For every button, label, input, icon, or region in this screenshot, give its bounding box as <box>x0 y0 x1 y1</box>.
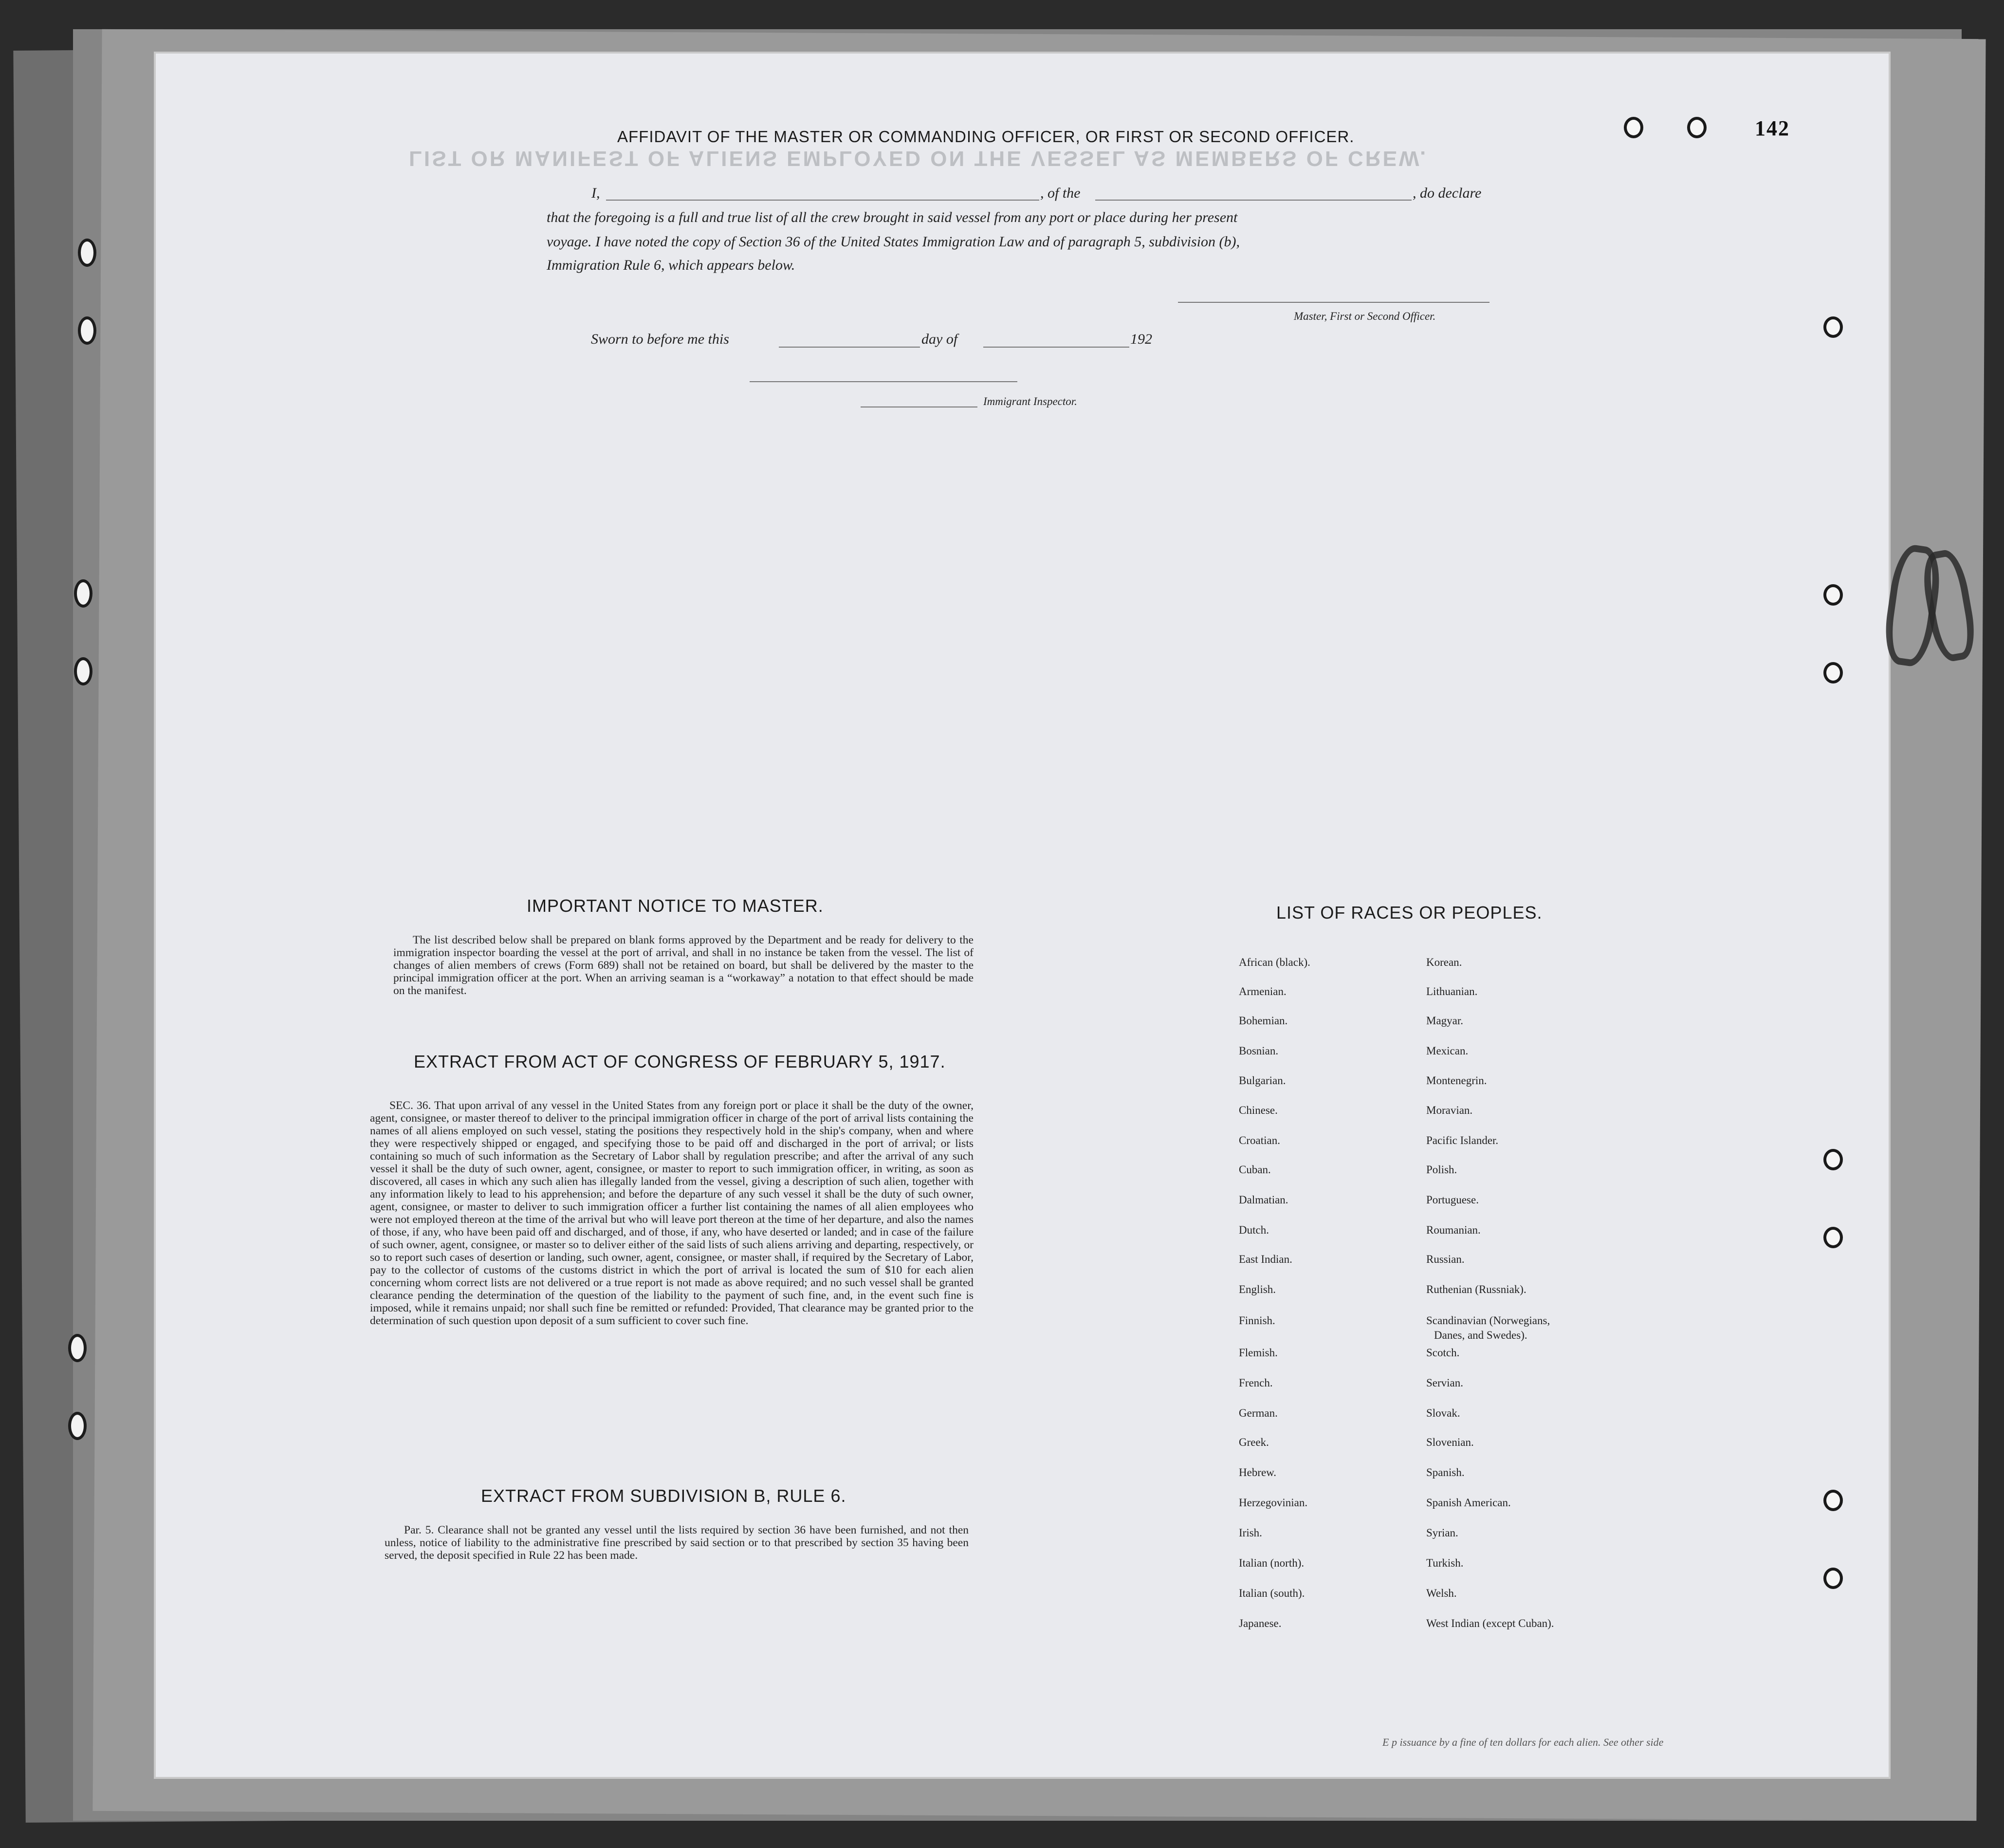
binder-hole-icon <box>1823 662 1843 684</box>
race-item: French. <box>1239 1377 1273 1389</box>
race-item: Croatian. <box>1239 1134 1280 1146</box>
race-item: Welsh. <box>1426 1587 1457 1599</box>
race-item: Turkish. <box>1426 1557 1464 1569</box>
race-item: Flemish. <box>1239 1347 1278 1359</box>
vessel-name-blank[interactable] <box>1095 200 1412 201</box>
binder-hole-icon <box>1823 316 1843 338</box>
race-item: Montenegrin. <box>1426 1074 1487 1087</box>
master-signature-blank[interactable] <box>1178 302 1489 303</box>
race-item: English. <box>1239 1283 1276 1295</box>
binder-hole-icon <box>1823 584 1843 606</box>
binder-hole-icon <box>74 579 92 608</box>
binder-hole-icon <box>1823 1568 1843 1589</box>
extract-rule-title: EXTRACT FROM SUBDIVISION B, RULE 6. <box>481 1486 846 1506</box>
race-item: Cuban. <box>1239 1164 1271 1176</box>
race-item: Mexican. <box>1426 1045 1469 1057</box>
race-item: Scotch. <box>1426 1347 1460 1359</box>
sheet-number: 142 <box>1755 116 1790 140</box>
race-item: Pacific Islander. <box>1426 1134 1499 1146</box>
race-item: Ruthenian (Russniak). <box>1426 1283 1526 1295</box>
race-item: Roumanian. <box>1426 1224 1481 1236</box>
race-item-continuation: Danes, and Swedes). <box>1434 1329 1527 1341</box>
sworn-day-of: day of <box>921 331 958 347</box>
race-item: German. <box>1239 1407 1278 1419</box>
race-item: Greek. <box>1239 1436 1269 1448</box>
race-item: Irish. <box>1239 1527 1262 1539</box>
race-item: West Indian (except Cuban). <box>1426 1617 1554 1629</box>
race-item: Slovak. <box>1426 1407 1460 1419</box>
binder-hole-icon <box>68 1334 87 1362</box>
bleed-through-title: LIST OR MANIFEST OF ALIENS EMPLOYED ON THE VESSEL AS MEMBERS OF CREW. <box>409 147 1428 170</box>
race-item: Polish. <box>1426 1164 1457 1176</box>
extract-act-title: EXTRACT FROM ACT OF CONGRESS OF FEBRUARY 5, 1917. <box>414 1052 946 1072</box>
affidavit-declare: , do declare <box>1413 185 1482 201</box>
race-item: Magyar. <box>1426 1015 1464 1027</box>
race-item: Lithuanian. <box>1426 985 1478 998</box>
affidavit-i: I, <box>591 185 600 201</box>
race-item: Spanish. <box>1426 1466 1465 1478</box>
master-caption: Master, First or Second Officer. <box>1294 310 1436 322</box>
race-item: Chinese. <box>1239 1104 1278 1116</box>
manifest-sheet <box>156 54 1889 1777</box>
notice-title: IMPORTANT NOTICE TO MASTER. <box>527 896 824 916</box>
race-item: Herzegovinian. <box>1239 1497 1308 1509</box>
race-item: Spanish American. <box>1426 1497 1511 1509</box>
races-title: LIST OF RACES OR PEOPLES. <box>1276 903 1543 923</box>
inspector-signature-blank[interactable] <box>750 381 1017 382</box>
race-item: Italian (north). <box>1239 1557 1305 1569</box>
race-item: East Indian. <box>1239 1253 1292 1265</box>
race-item: Syrian. <box>1426 1527 1458 1539</box>
race-item: Hebrew. <box>1239 1466 1277 1478</box>
race-item: Bosnian. <box>1239 1045 1279 1057</box>
race-item: Russian. <box>1426 1253 1465 1265</box>
notice-text: The list described below shall be prepared on blank forms approved by the Department and be ready for delivery to the immigration inspector boarding the vessel at the port of arrival, and shall in no instance be taken from the vessel. The list of changes of alien members of crews (Form 689) shall not be retained on board, but shall be delivered by the master to the principal immigration officer at the port. When an arriving seaman is a “workaway” a notation to that effect should be made on the manifest. <box>393 934 974 997</box>
master-name-blank[interactable] <box>606 200 1039 201</box>
race-item: Armenian. <box>1239 985 1287 998</box>
binder-hole-icon <box>1823 1149 1843 1170</box>
race-item: Bohemian. <box>1239 1015 1288 1027</box>
sworn-month-blank[interactable] <box>983 347 1129 348</box>
race-item: Moravian. <box>1426 1104 1473 1116</box>
binder-hole-icon <box>68 1412 87 1440</box>
race-item: Finnish. <box>1239 1314 1275 1327</box>
affidavit-line-3: voyage. I have noted the copy of Section 36 of the United States Immigration Law and of paragraph 5, subdivision (b), <box>547 234 1240 250</box>
affidavit-of-the: , of the <box>1040 185 1081 201</box>
sworn-prefix: Sworn to before me this <box>591 331 729 347</box>
binder-hole-icon <box>1823 1227 1843 1248</box>
race-item: Italian (south). <box>1239 1587 1305 1599</box>
binder-hole-icon <box>78 239 96 267</box>
race-item: Dalmatian. <box>1239 1194 1288 1206</box>
race-item: Japanese. <box>1239 1617 1282 1629</box>
race-item: Korean. <box>1426 956 1462 968</box>
inspector-caption: Immigrant Inspector. <box>983 395 1077 407</box>
binder-hole-icon <box>1687 117 1707 138</box>
race-item: Bulgarian. <box>1239 1074 1286 1087</box>
affidavit-line-4: Immigration Rule 6, which appears below. <box>547 257 795 273</box>
bleed-through-footer: E p issuance by a fine of ten dollars for each alien. See other side <box>1382 1736 1664 1748</box>
race-item: Scandinavian (Norwegians, <box>1426 1314 1550 1327</box>
extract-rule-text: Par. 5. Clearance shall not be granted any vessel until the lists required by section 36 have been furnished, and not then unless, notice of liability to the administrative fine prescribed by said section or to that prescribed by section 35 having been served, the deposit specified in Rule 22 has been made. <box>385 1524 969 1562</box>
race-item: Slovenian. <box>1426 1436 1474 1448</box>
race-item: Servian. <box>1426 1377 1464 1389</box>
race-item: Portuguese. <box>1426 1194 1479 1206</box>
binder-hole-icon <box>1624 117 1643 138</box>
race-item: Dutch. <box>1239 1224 1269 1236</box>
sworn-year: 192 <box>1130 331 1152 347</box>
affidavit-line-2: that the foregoing is a full and true list of all the crew brought in said vessel from any port or place during her present <box>547 209 1238 225</box>
race-item: African (black). <box>1239 956 1310 968</box>
sworn-day-blank[interactable] <box>779 347 920 348</box>
binder-hole-icon <box>1823 1490 1843 1511</box>
binder-hole-icon <box>74 657 92 685</box>
binder-hole-icon <box>78 316 96 345</box>
extract-act-text: SEC. 36. That upon arrival of any vessel in the United States from any foreign port or place it shall be the duty of the owner, agent, consignee, or master thereof to deliver to the principal immigration officer in charge of the port of arrival lists containing the names of all aliens employed on such vessel, stating the positions they respectively hold in the ship's company, when and where they were respectively shipped or engaged, and specifying those to be paid off and discharged in the port of arrival; or lists containing so much of such information as the Secretary of Labor shall by regulation prescribe; and after the arrival of any such vessel it shall be the duty of such owner, agent, consignee, or master to report to such immigration officer, in writing, as soon as discovered, all cases in which any such alien has illegally landed from the vessel, giving a description of such alien, together with any information likely to lead to his apprehension; and before the departure of any such vessel it shall be the duty of such owner, agent, consignee, or master to deliver to such immigration officer a further list containing the names of all alien employees who were not employed thereon at the time of the arrival but who will leave port thereon at the time of her departure, and also the names of those, if any, who have been paid off and discharged, and of those, if any, who have deserted or landed; and in case of the failure of such owner, agent, consignee, or master so to deliver either of the said lists of such aliens arriving and departing, respectively, or so to report such cases of desertion or landing, such owner, agent, consignee, or master shall, if required by the Secretary of Labor, pay to the collector of customs of the customs district in which the port of arrival is located the sum of $10 for each alien concerning whom correct lists are not delivered or a true report is not made as above required; and no such vessel shall be granted clearance pending the determination of the question of the liability to the payment of such fine, and, in the event such fine is imposed, while it remains unpaid; nor shall such fine be remitted or refunded: Provided, That clearance may be granted prior to the determination of such question upon deposit of a sum sufficient to cover such fine. <box>370 1099 974 1327</box>
affidavit-title: AFFIDAVIT OF THE MASTER OR COMMANDING OFFICER, OR FIRST OR SECOND OFFICER. <box>617 128 1355 146</box>
